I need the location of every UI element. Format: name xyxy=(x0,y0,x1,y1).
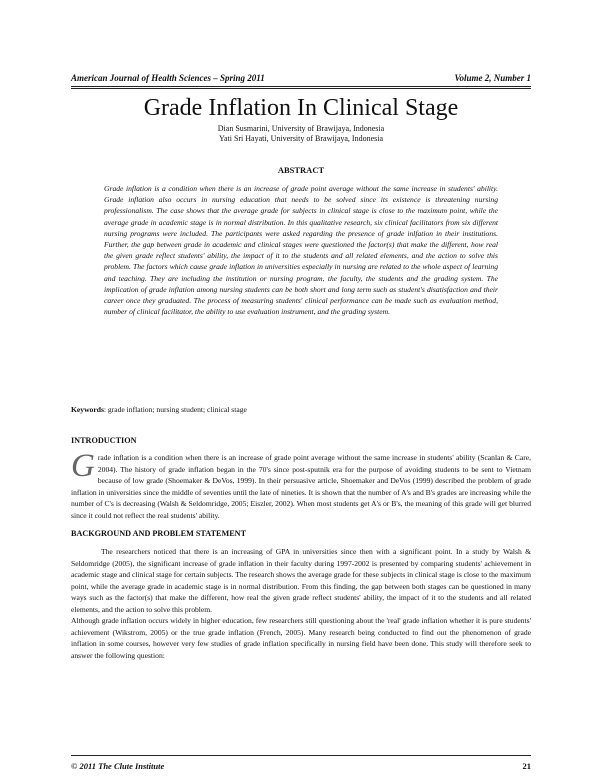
author-1: Dian Susmarini, University of Brawijaya, Indonesia xyxy=(217,124,385,133)
paper-title: Grade Inflation In Clinical Stage xyxy=(143,95,459,121)
keywords-text: : grade inflation; nursing student; clinical stage xyxy=(103,405,247,414)
drop-cap: G xyxy=(71,448,95,484)
introduction-body: rade inflation is a condition when there is an increase of grade point average without the same increase in students' ability (Scanlan & Care, 2004). The history of grade inflation began in the 70's since post-sputnik era for the purpose of avoiding students to be sent to Vietnam because of low grade (Shoemaker & DeVos, 1999). In their persuasive article, Shoemaker and DeVos (1999) described the problem of grade inflation in universities since the middle of seventies until the late of nineties. It is shown that the number of A's and B's grades are increasing while the number of C's is decreasing (Walsh & Seldomridge, 2005; Eiszler, 2002). When most students get A's or B's, the meaning of this grade will get blurred since it could not reflect the real students' ability. xyxy=(71,453,531,520)
abstract-heading: ABSTRACT xyxy=(277,165,325,175)
keywords-label: Keywords xyxy=(71,405,104,414)
introduction-text xyxy=(71,448,531,521)
copyright-text: © 2011 The Clute Institute xyxy=(71,761,165,771)
background-heading: BACKGROUND AND PROBLEM STATEMENT xyxy=(71,529,247,538)
page-number: 21 xyxy=(522,761,531,771)
journal-name: American Journal of Health Sciences – Spring 2011 xyxy=(71,73,265,83)
background-paragraph-2: Although grade inflation occurs widely in higher education, few researchers still questioning about the 'real' grade inflation whether it is pure students' achievement (Wikstrom, 2005) or the true grade inflation (French, 2005). Many research being conducted to find out the phenomenon of grade inflation in some courses, however very few studies of grade inflation specifically in nursing field have been done. This study will therefore seek to answer the following question: xyxy=(71,616,531,660)
author-2: Yati Sri Hayati, University of Brawijaya, Indonesia xyxy=(218,134,384,143)
introduction-heading: INTRODUCTION xyxy=(71,436,137,445)
header-rule-second xyxy=(71,88,531,89)
background-section xyxy=(71,546,531,661)
volume-number: Volume 2, Number 1 xyxy=(454,73,531,83)
running-header xyxy=(71,73,531,85)
footer-rule xyxy=(71,755,531,756)
page-footer xyxy=(71,761,531,773)
background-paragraph-1: The researchers noticed that there is an increasing of GPA in universities since then with a significant point. In a study by Walsh & Seldomridge (2005), the significant increase of grade inflation in their faculty during 1997-2002 is presented by comparing students' achievement in academic stage and clinical stage for certain subjects. The research shows the average grade for these subjects in clinical stage is close to the maximum point, while the average grade in academic stage is in normal distribution. From this finding, the gap between both stages can be questioned in many ways such as the factor(s) that make the different, how real the given grade reflect students' ability, the impact of it to the students and all related elements, and the action to solve this problem. xyxy=(71,547,531,614)
author-list xyxy=(71,124,531,144)
abstract-text: Grade inflation is a condition when there is an increase of grade point average without the same increase in students' ability. Grade inflation also occurs in nursing education that needs to be solved since its existence is threatening nursing professionalism. The case shows that the average grade for subjects in clinical stage is close to the maximum point, while the average grade in academic stage is in normal distribution. In this qualitative research, six clinical facilitators from six different nursing programs were included. The participants were asked regarding the presence of grade inlfation in their institutions. Further, the gap between grade in academic and clinical stages were questioned the factor(s) that make the different, how real the given grade reflect students' ability, the impact of it to the students and all related elements, and the action to solve this problem. The factors which cause grade inflation in universities especially in nursing are related to the whole aspect of learning and teaching. They are including the institution or nursing program, the faculty, the students and the grading system. The implication of grade inflation among nursing students can be both short and long term such as student's disatisfaction and their career once they graduated. The process of measuring students' clinical performance can be made such as evaluation method, number of clinical facilitator, the ability to use evaluation instrument, and the grading system. xyxy=(104,184,498,317)
header-rule xyxy=(71,86,531,87)
keywords-line xyxy=(71,405,531,414)
